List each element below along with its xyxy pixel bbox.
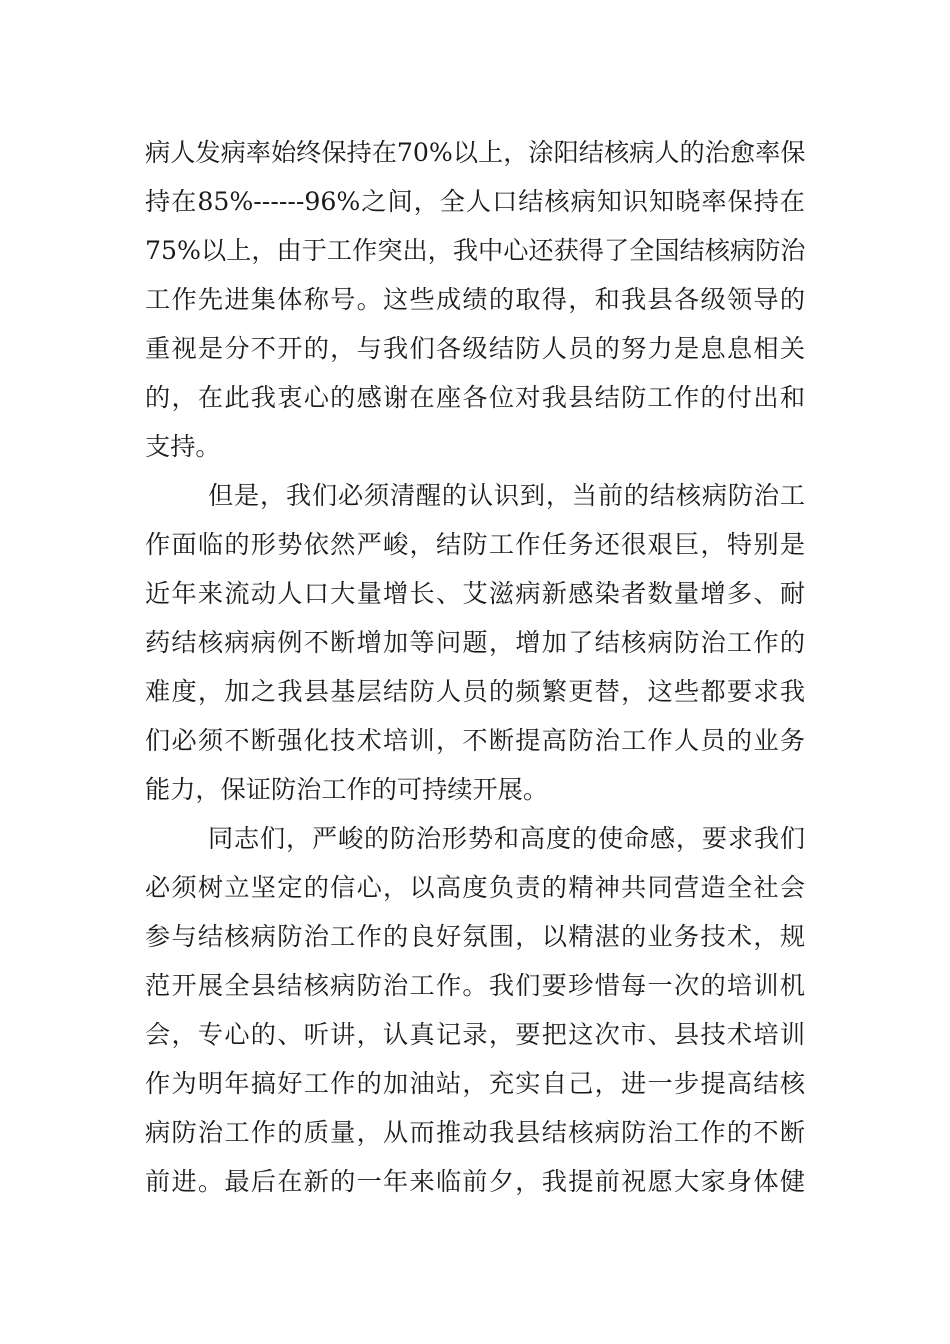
document-body [145,128,805,1206]
text-line: 前进。最后在新的一年来临前夕，我提前祝愿大家身体健 [145,1167,805,1196]
text-line: 但是，我们必须清醒的认识到，当前的结核病防治工 [208,481,805,510]
text-line: 病防治工作的质量，从而推动我县结核病防治工作的不断 [145,1118,805,1147]
text-line: 参与结核病防治工作的良好氛围，以精湛的业务技术，规 [145,922,805,951]
text-line: 范开展全县结核病防治工作。我们要珍惜每一次的培训机 [145,971,805,1000]
text-line: 近年来流动人口大量增长、艾滋病新感染者数量增多、耐 [145,579,805,608]
text-line: 会，专心的、听讲，认真记录，要把这次市、县技术培训 [145,1020,805,1049]
paragraph-2 [145,471,805,814]
text-line: 持在85%------96%之间，全人口结核病知识知晓率保持在 [145,187,805,216]
text-line: 重视是分不开的，与我们各级结防人员的努力是息息相关 [145,334,805,363]
text-line: 支持。 [145,432,221,461]
text-line: 药结核病病例不断增加等问题，增加了结核病防治工作的 [145,628,805,657]
text-line: 75%以上，由于工作突出，我中心还获得了全国结核病防治 [145,236,806,265]
text-line: 作面临的形势依然严峻，结防工作任务还很艰巨，特别是 [145,530,805,559]
text-line: 必须树立坚定的信心，以高度负责的精神共同营造全社会 [145,873,805,902]
paragraph-3 [145,814,805,1206]
text-line: 同志们，严峻的防治形势和高度的使命感，要求我们 [208,824,805,853]
text-line: 的，在此我衷心的感谢在座各位对我县结防工作的付出和 [145,383,805,412]
text-line: 工作先进集体称号。这些成绩的取得，和我县各级领导的 [145,285,805,314]
text-line: 们必须不断强化技术培训，不断提高防治工作人员的业务 [145,726,805,755]
text-line: 作为明年搞好工作的加油站，充实自己，进一步提高结核 [145,1069,805,1098]
text-line: 能力，保证防治工作的可持续开展。 [145,775,548,804]
text-line: 难度，加之我县基层结防人员的频繁更替，这些都要求我 [145,677,805,706]
paragraph-1 [145,128,805,471]
text-line: 病人发病率始终保持在70%以上，涂阳结核病人的治愈率保 [145,138,806,167]
